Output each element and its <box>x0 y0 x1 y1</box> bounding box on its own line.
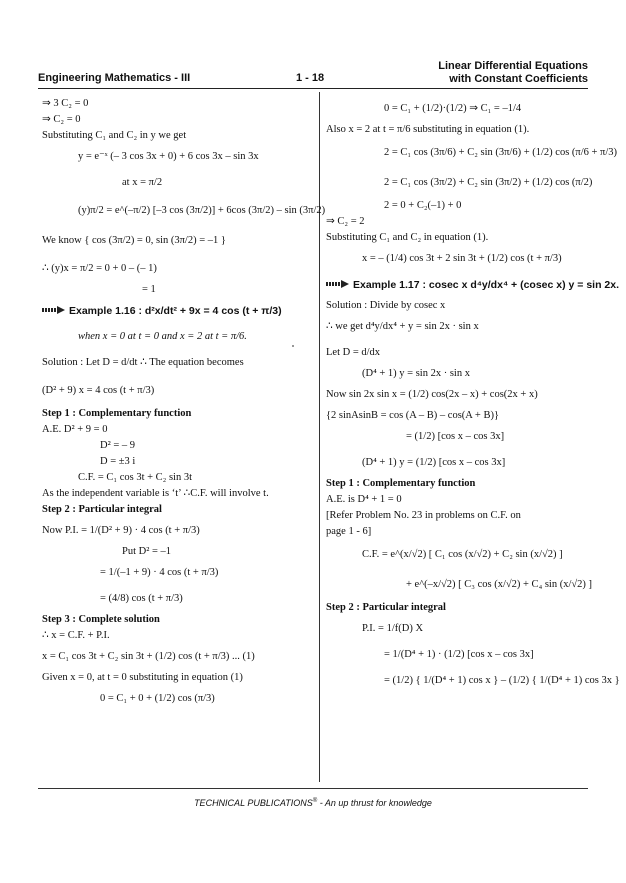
text-line: {2 sinAsinB = cos (A – B) – cos(A + B)} <box>326 410 500 421</box>
arrow-icon <box>326 280 350 288</box>
equation-line: Let D = d/dx <box>326 347 381 358</box>
right-column <box>326 96 620 694</box>
text-line: page 1 - 6] <box>326 526 372 537</box>
equation-line: 2 = C₁ cos (3π/6) + C₂ sin (3π/6) + (1/2) cos (π/6 + π/3) <box>384 147 618 158</box>
left-column <box>42 96 326 712</box>
header-book-title: Engineering Mathematics - III <box>38 72 191 84</box>
text-line: Given x = 0, at t = 0 substituting in equation (1) <box>42 672 243 683</box>
equation-line: ∴ we get d⁴y/dx⁴ + y = sin 2x · sin x <box>326 321 479 332</box>
equation-line: at x = π/2 <box>122 177 163 188</box>
equation-line: Now P.I. = 1/(D² + 9) · 4 cos (t + π/3) <box>42 525 200 536</box>
equation-line: D = ±3 i <box>100 456 136 467</box>
solution-line: Solution : Let D = d/dt ∴ The equation becomes <box>42 357 244 368</box>
step-heading: Step 3 : Complete solution <box>42 614 160 625</box>
equation-line: C.F. = e^(x/√2) [ C₁ cos (x/√2) + C₂ sin (x/√2) ] <box>362 549 563 560</box>
equation-line: = 1/(D⁴ + 1) · (1/2) [cos x – cos 3x] <box>384 649 534 660</box>
equation-line: x = – (1/4) cos 3t + 2 sin 3t + (1/2) cos (t + π/3) <box>362 253 562 264</box>
equation-line: = 1/(–1 + 9) · 4 cos (t + π/3) <box>100 567 219 578</box>
header-chapter-line1: Linear Differential Equations <box>438 60 588 72</box>
arrow-icon <box>42 306 66 314</box>
equation-line: A.E. is D⁴ + 1 = 0 <box>326 494 402 505</box>
step-heading: Step 2 : Particular integral <box>42 504 162 515</box>
example-text: Example 1.16 : d²x/dt² + 9x = 4 cos (t + π/3) <box>69 305 282 317</box>
footer-rule <box>38 788 588 789</box>
example-text: Example 1.17 : cosec x d⁴y/dx⁴ + (cosec x) y = sin 2x. <box>353 279 620 291</box>
equation-line: Put D² = –1 <box>122 546 172 557</box>
equation-line: 0 = C₁ + (1/2)·(1/2) ⇒ C₁ = –1/4 <box>384 103 522 114</box>
text-line: Substituting C₁ and C₂ in equation (1). <box>326 232 489 243</box>
example-heading <box>326 272 620 298</box>
equation-line: = (4/8) cos (t + π/3) <box>100 593 183 604</box>
equation-line: A.E. D² + 9 = 0 <box>42 424 108 435</box>
header-chapter-title <box>438 60 588 86</box>
text-line: ⇒ C₂ = 0 <box>42 114 81 125</box>
footer <box>0 798 626 808</box>
text-line: [Refer Problem No. 23 in problems on C.F. on <box>326 510 521 521</box>
equation-line: (D⁴ + 1) y = (1/2) [cos x – cos 3x] <box>362 457 506 468</box>
equation-line: = (1/2) [cos x – cos 3x] <box>406 431 505 442</box>
step-heading: Step 1 : Complementary function <box>326 478 476 489</box>
text-line: Also x = 2 at t = π/6 substituting in equation (1). <box>326 124 530 135</box>
equation-line: = (1/2) { 1/(D⁴ + 1) cos x } – (1/2) { 1/(D⁴ + 1) cos 3x } <box>384 675 620 686</box>
text-line: We know { cos (3π/2) = 0, sin (3π/2) = –1 } <box>42 235 226 246</box>
equation-line: ⇒ C₂ = 2 <box>326 216 365 227</box>
equation-line: 0 = C₁ + 0 + (1/2) cos (π/3) <box>100 693 215 704</box>
footer-publisher: TECHNICAL PUBLICATIONS <box>194 798 313 808</box>
equation-line: (y)π/2 = e^(–π/2) [–3 cos (3π/2)] + 6cos (3π/2) – sin (3π/2) <box>78 205 326 216</box>
equation-line: ∴ x = C.F. + P.I. <box>42 630 110 641</box>
registered-mark: ® <box>312 798 318 804</box>
text-line: ⇒ 3 C₂ = 0 <box>42 98 89 109</box>
equation-line: 2 = 0 + C₂(–1) + 0 <box>384 200 462 211</box>
equation-line: y = e⁻ˣ (– 3 cos 3x + 0) + 6 cos 3x – sin 3x <box>78 151 259 162</box>
stray-mark <box>292 345 294 347</box>
header-page-number: 1 - 18 <box>296 72 325 84</box>
step-heading: Step 1 : Complementary function <box>42 408 192 419</box>
text-line: As the independent variable is ‘t’ ∴C.F. will involve t. <box>42 488 269 499</box>
equation-line: C.F. = C₁ cos 3t + C₂ sin 3t <box>78 472 193 483</box>
header-chapter-line2: with Constant Coefficients <box>449 73 588 85</box>
equation-line: x = C₁ cos 3t + C₂ sin 3t + (1/2) cos (t + π/3) ... (1) <box>42 651 255 662</box>
equation-line: (D² + 9) x = 4 cos (t + π/3) <box>42 385 155 396</box>
footer-tagline: - An up thrust for knowledge <box>317 798 432 808</box>
text-line: when x = 0 at t = 0 and x = 2 at t = π/6. <box>78 331 247 342</box>
equation-line: D² = – 9 <box>100 440 136 451</box>
solution-line: Solution : Divide by cosec x <box>326 300 446 311</box>
equation-line: 2 = C₁ cos (3π/2) + C₂ sin (3π/2) + (1/2) cos (π/2) <box>384 177 593 188</box>
equation-line: ∴ (y)x = π/2 = 0 + 0 – (– 1) <box>42 263 157 274</box>
equation-line: + e^(–x/√2) [ C₃ cos (x/√2) + C₄ sin (x/√2) ] <box>406 579 593 590</box>
header-rule <box>38 88 588 89</box>
equation-line: P.I. = 1/f(D) X <box>362 623 424 634</box>
equation-line: (D⁴ + 1) y = sin 2x · sin x <box>362 368 470 379</box>
equation-line: = 1 <box>142 284 156 295</box>
step-heading: Step 2 : Particular integral <box>326 602 446 613</box>
equation-line: Now sin 2x sin x = (1/2) cos(2x – x) + cos(2x + x) <box>326 389 538 400</box>
text-line: Substituting C₁ and C₂ in y we get <box>42 130 187 141</box>
example-heading <box>42 298 312 324</box>
